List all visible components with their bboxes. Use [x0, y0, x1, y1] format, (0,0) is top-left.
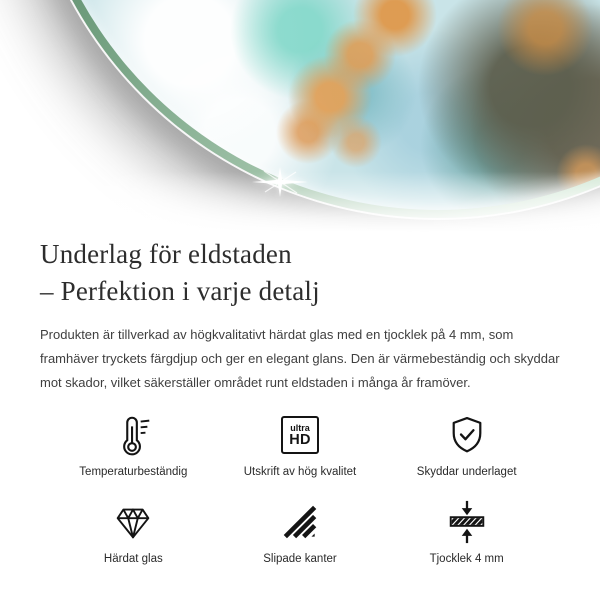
feature-item — [383, 411, 550, 478]
feature-label: Skyddar underlaget — [416, 466, 517, 478]
hero-product-image — [0, 0, 600, 232]
feature-item — [50, 411, 217, 478]
feature-label: Härdat glas — [103, 553, 163, 565]
shield-check-icon — [383, 411, 550, 459]
marble-print-surface — [30, 0, 600, 210]
ultra-hd-icon — [217, 411, 384, 459]
feature-item — [383, 498, 550, 565]
thickness-4mm-icon — [383, 498, 550, 546]
feature-label: Temperaturbeständig — [79, 466, 188, 478]
ultra-hd-text-top: ultra — [290, 422, 310, 433]
feature-label: Slipade kanter — [263, 553, 337, 565]
page-title-line1: Underlag för eldstaden — [40, 239, 292, 269]
page-title-line2: – Perfektion i varje detalj — [40, 276, 320, 306]
glass-panel — [22, 0, 600, 218]
description-paragraph: Produkten är tillverkad av högkvalitativt härdat glas med en tjocklek på 4 mm, som framhäver tryckets färgdjup och ger en elegant glans. Den är värmebeständig och skyddar mot skador, vilket säkerställer området runt eldstaden i många år framöver. — [40, 327, 560, 390]
feature-item — [50, 498, 217, 565]
feature-item — [217, 498, 384, 565]
feature-label: Tjocklek 4 mm — [429, 553, 504, 565]
sparkle-icon — [252, 160, 308, 204]
content-section — [0, 232, 600, 565]
diamond-icon — [50, 498, 217, 546]
page-title — [40, 236, 560, 310]
thermometer-icon — [50, 411, 217, 459]
beveled-edges-icon — [217, 498, 384, 546]
ultra-hd-text-bottom: HD — [289, 431, 311, 448]
feature-item — [217, 411, 384, 478]
features-grid — [50, 411, 550, 565]
feature-label: Utskrift av hög kvalitet — [243, 466, 357, 478]
